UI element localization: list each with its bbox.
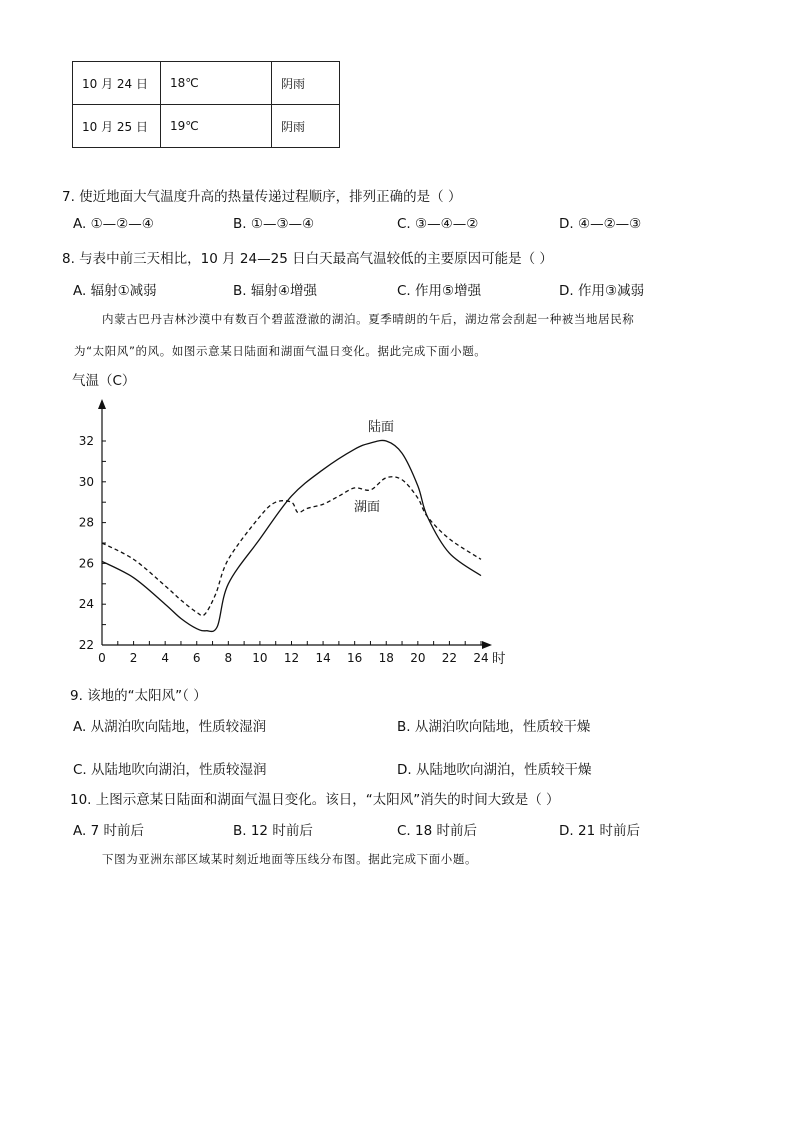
q8-option-a: A. 辐射①减弱	[73, 283, 157, 299]
y-tick-label: 26	[78, 556, 94, 571]
x-tick-label: 8	[224, 651, 233, 665]
x-tick-label: 24	[473, 651, 489, 665]
temp-cell: 19℃	[161, 105, 272, 148]
series-label-land: 陆面	[368, 420, 395, 435]
table-row	[73, 62, 340, 105]
x-tick-label: 16	[347, 651, 363, 665]
q9-option-d: D. 从陆地吹向湖泊，性质较干燥	[397, 762, 592, 778]
y-tick-label: 22	[78, 638, 94, 652]
q7-option-b: B. ①—③—④	[233, 216, 315, 232]
passage2-line1: 下图为亚洲东部区域某时刻近地面等压线分布图。据此完成下面小题。	[102, 852, 478, 866]
weather-cell: 阴雨	[272, 62, 340, 105]
x-axis-arrow	[482, 641, 492, 649]
q10-stem: 10. 上图示意某日陆面和湖面气温日变化。该日，“太阳风”消失的时间大致是（ ）	[70, 792, 560, 808]
q7-stem: 7. 使近地面大气温度升高的热量传递过程顺序，排列正确的是（ ）	[62, 189, 462, 205]
temperature-chart	[0, 365, 794, 670]
y-tick-label: 30	[78, 474, 94, 489]
series-label-lake: 湖面	[354, 500, 381, 515]
x-tick-label: 4	[161, 651, 169, 665]
chart-x-axis-label: 时	[492, 651, 506, 667]
y-tick-label: 24	[78, 597, 94, 612]
q7-option-a: A. ①—②—④	[73, 216, 154, 232]
table-row	[73, 105, 340, 148]
q9-option-c: C. 从陆地吹向湖泊，性质较湿润	[73, 762, 267, 778]
y-tick-label: 28	[78, 515, 94, 530]
chart-series	[102, 440, 481, 631]
q7-option-c: C. ③—④—②	[397, 216, 479, 232]
y-tick-label: 32	[78, 434, 94, 448]
x-tick-label: 0	[98, 651, 106, 665]
y-axis-arrow	[98, 399, 106, 409]
q9-option-a: A. 从湖泊吹向陆地，性质较湿润	[73, 719, 267, 735]
temp-cell: 18℃	[161, 62, 272, 105]
x-tick-label: 12	[283, 651, 300, 665]
x-tick-label: 22	[441, 651, 458, 665]
x-tick-label: 14	[315, 651, 331, 665]
passage1-line2: 为“太阳风”的风。如图示意某日陆面和湖面气温日变化。据此完成下面小题。	[74, 344, 487, 358]
date-cell: 10 月 25 日	[73, 105, 161, 148]
chart-y-axis-label: 气温（C）	[72, 373, 136, 389]
q9-option-b: B. 从湖泊吹向陆地，性质较干燥	[397, 719, 591, 735]
q9-stem: 9. 该地的“太阳风”（ ）	[70, 688, 207, 704]
chart-axes	[79, 399, 492, 665]
date-cell: 10 月 24 日	[73, 62, 161, 105]
q8-option-c: C. 作用⑤增强	[397, 283, 482, 299]
q10-option-b: B. 12 时前后	[233, 823, 313, 839]
passage1-line1: 内蒙古巴丹吉林沙漠中有数百个碧蓝澄澈的湖泊。夏季晴朗的午后，湖边常会刮起一种被当地居民称	[102, 312, 635, 326]
x-tick-label: 2	[129, 651, 138, 665]
q10-option-d: D. 21 时前后	[559, 823, 640, 839]
x-tick-label: 20	[410, 651, 426, 665]
x-tick-label: 10	[252, 651, 268, 665]
q8-option-b: B. 辐射④增强	[233, 283, 317, 299]
q8-stem: 8. 与表中前三天相比，10 月 24—25 日白天最高气温较低的主要原因可能是（ ）	[62, 251, 553, 267]
q7-option-d: D. ④—②—③	[559, 216, 642, 232]
q8-option-d: D. 作用③减弱	[559, 283, 645, 299]
weather-cell: 阴雨	[272, 105, 340, 148]
q10-option-c: C. 18 时前后	[397, 823, 477, 839]
series-line-land	[102, 440, 481, 631]
series-line-lake	[102, 477, 481, 616]
q10-option-a: A. 7 时前后	[73, 823, 144, 839]
weather-table	[72, 61, 340, 148]
x-tick-label: 6	[192, 651, 201, 665]
x-tick-label: 18	[378, 651, 394, 665]
